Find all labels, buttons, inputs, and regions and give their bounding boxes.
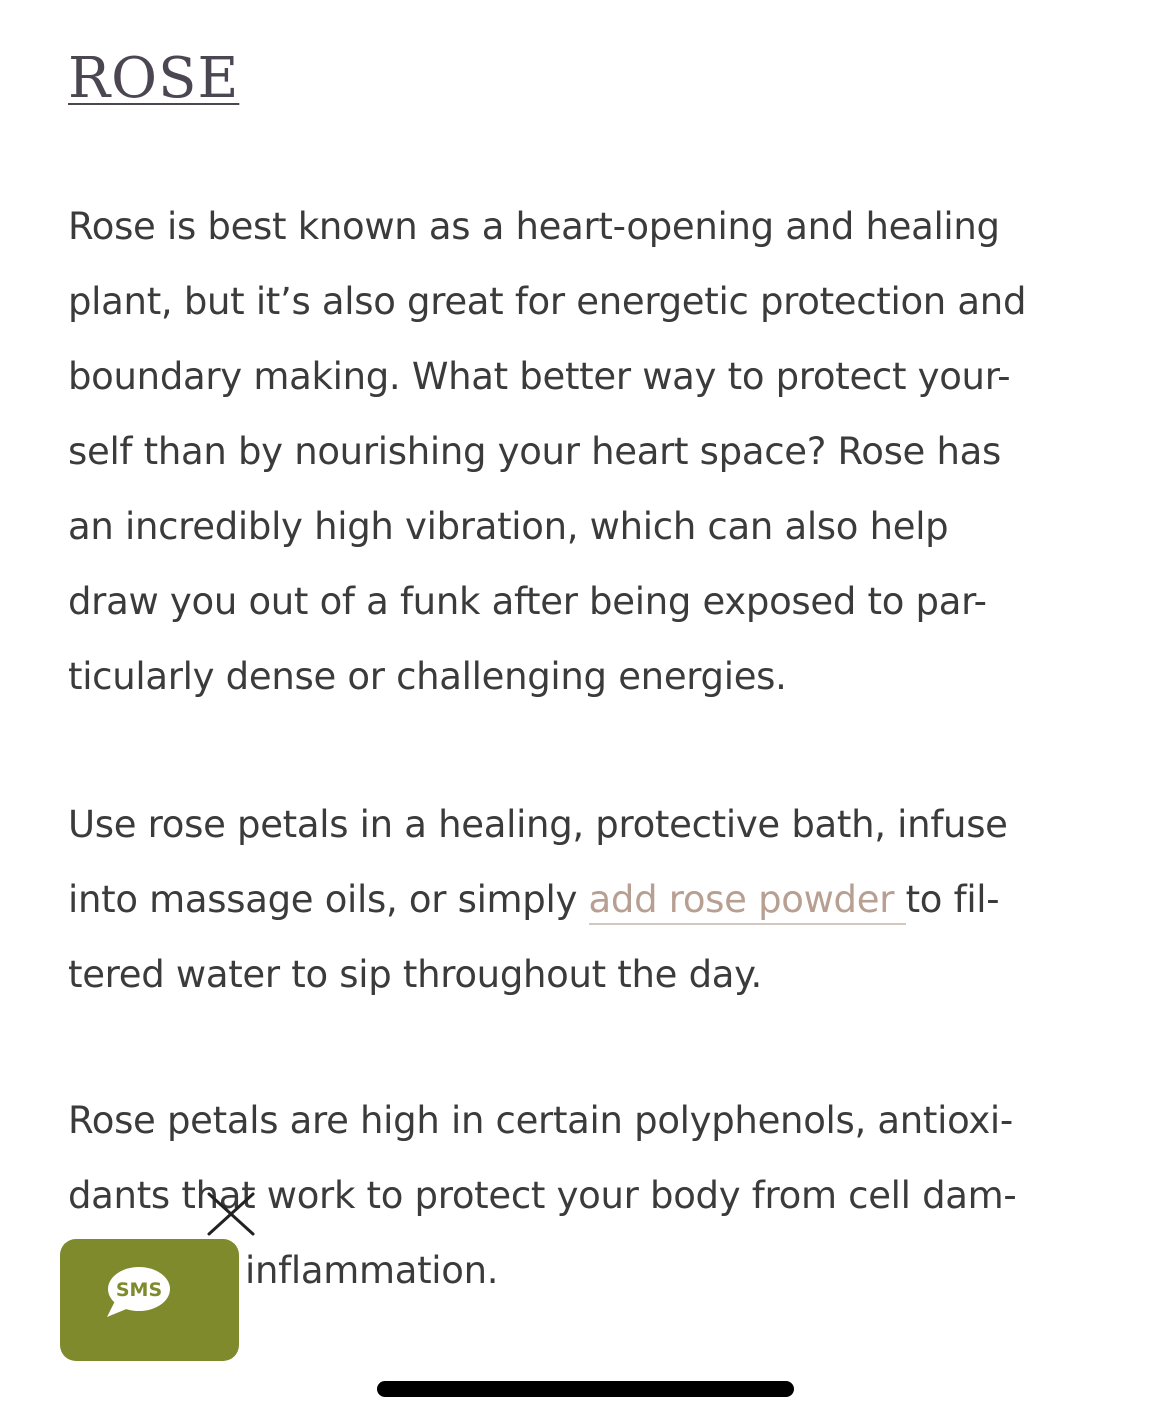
text-segment: into massage oils, or simply — [68, 878, 589, 921]
text-segment: to fil- — [905, 878, 1000, 921]
text-line: plant, but it’s also great for energetic protection and — [68, 280, 1027, 323]
paragraph-rose-uses — [68, 787, 1103, 1012]
text-line: Rose is best known as a heart-opening and healing — [68, 205, 1000, 248]
text-line: self than by nourishing your heart space? Rose has — [68, 430, 1001, 473]
text-line: an incredibly high vibration, which can also help — [68, 505, 949, 548]
text-line: draw you out of a funk after being exposed to par- — [68, 580, 987, 623]
text-line: Use rose petals in a healing, protective bath, infuse — [68, 803, 1008, 846]
text-line: tered water to sip throughout the day. — [68, 953, 762, 996]
sms-chat-icon — [105, 1265, 171, 1319]
text-line: boundary making. What better way to protect your- — [68, 355, 1011, 398]
add-rose-powder-link[interactable]: add rose powder — [589, 878, 906, 925]
paragraph-rose-intro — [68, 189, 1103, 714]
text-line: Rose petals are high in certain polyphenols, antioxi- — [68, 1099, 1013, 1142]
sms-label: SMS — [115, 1279, 163, 1301]
section-heading: ROSE — [68, 46, 240, 111]
close-icon[interactable] — [205, 1191, 257, 1237]
text-line: dants that work to protect your body from cell dam- — [68, 1174, 1017, 1217]
text-segment: inflammation. — [245, 1249, 499, 1292]
text-line: ticularly dense or challenging energies. — [68, 655, 787, 698]
sms-button[interactable] — [60, 1239, 239, 1361]
home-indicator — [377, 1381, 794, 1397]
text-line — [68, 862, 1103, 937]
